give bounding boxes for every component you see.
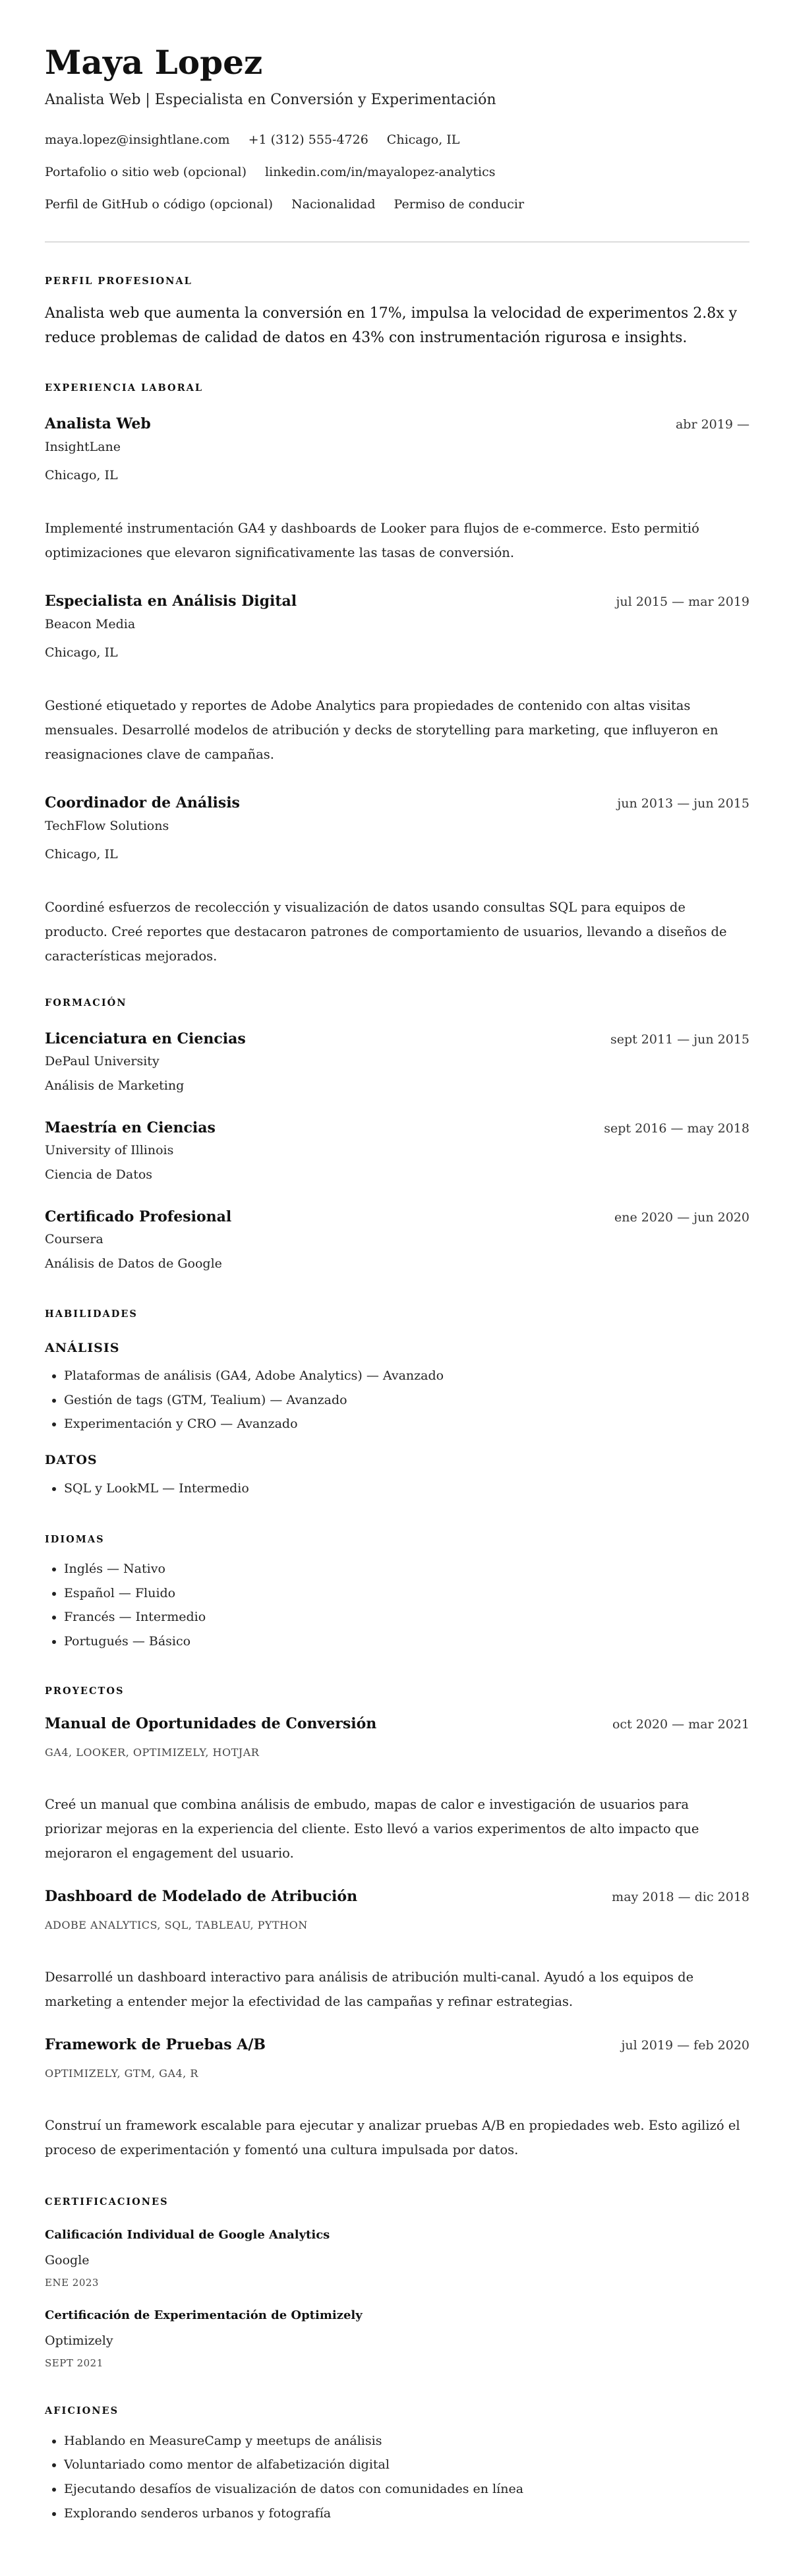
project-description: Desarrollé un dashboard interactivo para análisis de atribución multi-canal. Ayudó a los equipos de marketing a entender mejor la efectividad de las campañas y refinar estrategias.: [45, 1969, 694, 2009]
company: InsightLane: [45, 440, 121, 454]
project-description: Construí un framework escalable para ejecutar y analizar pruebas A/B en propiedades web. Esto agilizó el proceso de experimentación y fomentó una cultura impulsada por datos.: [45, 2117, 740, 2157]
contact-row: [45, 130, 749, 150]
project-item: [45, 1887, 749, 2014]
school: University of Illinois: [45, 1143, 174, 1157]
section-heading-languages: IDIOMAS: [45, 1533, 105, 1545]
job-dates: jun 2013 — jun 2015: [617, 796, 749, 811]
skill-item: • Gestión de tags (GTM, Tealium) — Avanzado: [64, 1388, 749, 1413]
education-item: [45, 1207, 749, 1273]
project-title: Dashboard de Modelado de Atribución: [45, 1887, 358, 1905]
certification-item: [45, 2227, 749, 2290]
hobby-item: • Explorando senderos urbanos y fotografía: [64, 2502, 749, 2526]
education-header: [45, 1029, 749, 1049]
experience-item: [45, 591, 749, 767]
job-description: Coordiné esfuerzos de recolección y visualización de datos usando consultas SQL para equipos de producto. Creé reportes que destacaron patrones de comportamiento de usuarios, llevando a diseños de características mejorados.: [45, 900, 727, 964]
job-dates: abr 2019 —: [675, 417, 749, 432]
languages-list: [45, 1557, 749, 1654]
drivers-license: Permiso de conducir: [394, 197, 525, 212]
certification-date: SEPT 2021: [45, 2356, 103, 2369]
field-of-study: Análisis de Datos de Google: [45, 1256, 222, 1271]
hobbies-list: [45, 2429, 749, 2526]
education-dates: sept 2011 — jun 2015: [610, 1032, 749, 1047]
project-dates: jul 2019 — feb 2020: [621, 2037, 749, 2053]
skill-item: • Plataformas de análisis (GA4, Adobe Analytics) — Avanzado: [64, 1364, 749, 1388]
location: Chicago, IL: [386, 132, 460, 147]
education-header: [45, 1118, 749, 1138]
section-heading-summary: PERFIL PROFESIONAL: [45, 276, 192, 287]
skill-list: [45, 1364, 749, 1436]
experience-list: [45, 414, 749, 968]
job-location: Chicago, IL: [45, 645, 118, 660]
divider: [45, 241, 749, 243]
job-location: Chicago, IL: [45, 468, 118, 483]
job-description: Gestioné etiquetado y reportes de Adobe Analytics para propiedades de contenido con altas visitas mensuales. Desarrollé modelos de atribución y decks de storytelling para marketing, que influyeron en reasignaciones clave de campañas.: [45, 698, 718, 762]
hobby-item: • Voluntariado como mentor de alfabetización digital: [64, 2453, 749, 2477]
section-heading-skills: HABILIDADES: [45, 1308, 138, 1320]
phone: +1 (312) 555-4726: [248, 132, 368, 147]
hobby-item: • Hablando en MeasureCamp y meetups de análisis: [64, 2429, 749, 2453]
project-dates: may 2018 — dic 2018: [612, 1889, 749, 1904]
section-heading-certifications: CERTIFICACIONES: [45, 2196, 169, 2208]
experience-item: [45, 793, 749, 968]
linkedin-link[interactable]: linkedin.com/in/mayalopez-analytics: [265, 165, 496, 179]
degree: Certificado Profesional: [45, 1208, 232, 1225]
project-header: [45, 1714, 749, 1734]
candidate-name: Maya Lopez: [45, 43, 263, 82]
degree: Maestría en Ciencias: [45, 1119, 216, 1136]
job-title: Coordinador de Análisis: [45, 794, 240, 811]
skill-category: DATOS: [45, 1453, 98, 1468]
company: TechFlow Solutions: [45, 819, 169, 833]
experience-item: [45, 414, 749, 565]
company: Beacon Media: [45, 617, 136, 631]
education-header: [45, 1207, 749, 1227]
project-header: [45, 2035, 749, 2055]
project-tags: GA4, LOOKER, OPTIMIZELY, HOTJAR: [45, 1745, 260, 1759]
language-item: • Francés — Intermedio: [64, 1605, 749, 1629]
job-location: Chicago, IL: [45, 847, 118, 862]
project-dates: oct 2020 — mar 2021: [612, 1716, 749, 1732]
email[interactable]: maya.lopez@insightlane.com: [45, 132, 230, 147]
language-item: • Portugués — Básico: [64, 1629, 749, 1654]
contact-row: [45, 162, 749, 182]
project-item: [45, 2035, 749, 2162]
certifications-list: [45, 2227, 749, 2370]
project-header: [45, 1887, 749, 1907]
field-of-study: Análisis de Marketing: [45, 1078, 185, 1093]
education-item: [45, 1118, 749, 1185]
portfolio-link: Portafolio o sitio web (opcional): [45, 165, 247, 179]
nationality: Nacionalidad: [291, 197, 376, 212]
section-heading-projects: PROYECTOS: [45, 1685, 125, 1697]
experience-header: [45, 793, 749, 813]
school: Coursera: [45, 1232, 103, 1246]
degree: Licenciatura en Ciencias: [45, 1030, 246, 1047]
certification-item: [45, 2307, 749, 2370]
job-description: Implementé instrumentación GA4 y dashboards de Looker para flujos de e-commerce. Esto permitió optimizaciones que elevaron significativamente las tasas de conversión.: [45, 521, 699, 560]
project-title: Framework de Pruebas A/B: [45, 2035, 266, 2053]
education-list: [45, 1029, 749, 1273]
certification-title: Calificación Individual de Google Analytics: [45, 2227, 330, 2242]
contact-row: [45, 194, 749, 214]
project-item: [45, 1714, 749, 1865]
github-link: Perfil de GitHub o código (opcional): [45, 197, 274, 212]
project-title: Manual de Oportunidades de Conversión: [45, 1714, 377, 1732]
skill-category: ANÁLISIS: [45, 1341, 120, 1355]
skill-list: [45, 1477, 749, 1501]
certification-issuer: Optimizely: [45, 2333, 113, 2348]
hobby-item: • Ejecutando desafíos de visualización de datos con comunidades en línea: [64, 2477, 749, 2502]
job-dates: jul 2015 — mar 2019: [616, 595, 749, 609]
certification-issuer: Google: [45, 2252, 90, 2268]
section-heading-experience: EXPERIENCIA LABORAL: [45, 382, 204, 394]
field-of-study: Ciencia de Datos: [45, 1167, 153, 1182]
experience-header: [45, 591, 749, 612]
school: DePaul University: [45, 1054, 160, 1068]
language-item: • Español — Fluido: [64, 1581, 749, 1606]
project-tags: ADOBE ANALYTICS, SQL, TABLEAU, PYTHON: [45, 1918, 308, 1931]
language-item: • Inglés — Nativo: [64, 1557, 749, 1581]
projects-list: [45, 1714, 749, 2162]
certification-title: Certificación de Experimentación de Optimizely: [45, 2308, 363, 2322]
job-title: Analista Web: [45, 415, 151, 432]
skill-item: • SQL y LookML — Intermedio: [64, 1477, 749, 1501]
section-heading-education: FORMACIÓN: [45, 997, 127, 1009]
skill-item: • Experimentación y CRO — Avanzado: [64, 1412, 749, 1436]
education-item: [45, 1029, 749, 1096]
skills-list: [45, 1339, 749, 1501]
certification-date: ENE 2023: [45, 2276, 99, 2289]
headline: Analista Web | Especialista en Conversión y Experimentación: [45, 92, 496, 108]
education-dates: ene 2020 — jun 2020: [614, 1210, 749, 1225]
project-tags: OPTIMIZELY, GTM, GA4, R: [45, 2066, 198, 2080]
project-description: Creé un manual que combina análisis de embudo, mapas de calor e investigación de usuarios para priorizar mejoras en la experiencia del cliente. Esto llevó a varios experimentos de alto impacto que mejoraron el engagement del usuario.: [45, 1796, 699, 1861]
job-title: Especialista en Análisis Digital: [45, 593, 297, 610]
summary-text: Analista web que aumenta la conversión en 17%, impulsa la velocidad de experimentos 2.8x y reduce problemas de calidad de datos en 43% con instrumentación rigurosa e insights.: [45, 305, 738, 346]
education-dates: sept 2016 — may 2018: [604, 1121, 749, 1136]
experience-header: [45, 414, 749, 434]
section-heading-hobbies: AFICIONES: [45, 2405, 119, 2416]
